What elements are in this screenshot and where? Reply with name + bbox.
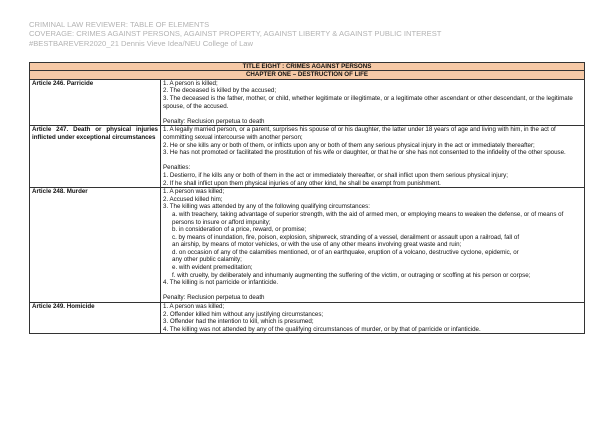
element-line: 1. A person is killed; (163, 79, 218, 87)
circumstance-line: a. with treachery, taking advantage of superior strength, with the aid of armed men, or employing means to weaken the defense, or of means of persons to insure or afford impunity; (172, 210, 564, 226)
circumstance-line: f. with cruelty, by deliberately and inhumanly augmenting the suffering of the victim, or outraging or scoffing at his person or corpse; (172, 271, 531, 279)
document-header (29, 20, 589, 48)
elements-table (29, 62, 585, 334)
article-name: Article 248. Murder (30, 188, 161, 303)
table-row (30, 188, 585, 303)
element-line: 1. A person was killed; (163, 188, 225, 196)
element-line: 3. The killing was attended by any of the following qualifying circumstances: (163, 203, 370, 211)
element-line: 4. The killing was not attended by any of the qualifying circumstances of murder, or by that of parricide or infanticide. (163, 325, 481, 333)
spacer (163, 110, 582, 118)
spacer (163, 287, 582, 295)
table-row (30, 126, 585, 188)
table-row (30, 79, 585, 126)
header-author: #BESTBAREVER2020_21 Dennis Vieve Idea/NEU College of Law (29, 38, 254, 48)
article-elements (161, 303, 585, 334)
article-name: Article 247. Death or physical injuries inflicted under exceptional circumstances (30, 126, 161, 188)
chapter-title: CHAPTER ONE – DESTRUCTION OF LIFE (30, 71, 585, 79)
circumstance-line: e. with evident premeditation; (172, 264, 253, 272)
circumstance-line: c. by means of inundation, fire, poison, explosion, shipwreck, stranding of a vessel, derailment or assault upon a railroad, fall of (172, 233, 520, 241)
penalty-line: 2. If he shall inflict upon them physical injuries of any other kind, he shall be exempt from punishment. (163, 179, 441, 187)
element-line: 3. Offender had the intention to kill, which is presumed; (163, 318, 314, 326)
penalty-heading: Penalties: (163, 164, 191, 172)
element-line: 3. He has not promoted or facilitated the prostitution of his wife or daughter, or that he or she has not consented to the infidelity of the other spouse. (163, 149, 566, 157)
table-title: TITLE EIGHT : CRIMES AGAINST PERSONS (30, 63, 585, 71)
element-line: 4. The killing is not parricide or infanticide. (163, 279, 279, 287)
element-line: 2. He or she kills any or both of them, or inflicts upon any or both of them any serious physical injury in the act or immediately thereafter; (163, 141, 535, 149)
penalty-line: 1. Destierro, if he kills any or both of them in the act or immediately thereafter, or shall inflict upon them serious physical injury; (163, 171, 508, 179)
spacer (163, 157, 582, 165)
header-title: CRIMINAL LAW REVIEWER: TABLE OF ELEMENTS (29, 20, 210, 29)
article-elements (161, 188, 585, 303)
penalty-line: Penalty: Reclusion perpetua to death (163, 117, 265, 125)
circumstance-line: d. on occasion of any of the calamities mentioned, or of an earthquake, eruption of a volcano, destructive cyclone, epidemic, or (172, 248, 519, 256)
article-elements (161, 126, 585, 188)
circumstance-line: an airship, by means of motor vehicles, or with the use of any other means involving great waste and ruin; (172, 241, 462, 249)
article-name: Article 249. Homicide (30, 303, 161, 334)
circumstance-line: any other public calamity; (172, 256, 242, 264)
element-line: 1. A person was killed; (163, 303, 225, 311)
element-line: 2. The deceased is killed by the accused; (163, 87, 277, 95)
element-line: 1. A legally married person, or a parent, surprises his spouse of or his daughter, the latter under 18 years of age and living with him, in the act of committing sexual intercourse with another person; (163, 126, 556, 141)
chapter-row (30, 71, 585, 79)
table-row (30, 303, 585, 334)
element-line: 2. Offender killed him without any justifying circumstances; (163, 310, 324, 318)
element-line: 3. The deceased is the father, mother, or child, whether legitimate or illegitimate, or a legitimate other ascendant or other descendant, or the legitimate spouse, of the accused. (163, 95, 573, 110)
element-line: 2. Accused killed him; (163, 195, 223, 203)
header-coverage: COVERAGE: CRIMES AGAINST PERSONS, AGAINST PROPERTY, AGAINST LIBERTY & AGAINST PUBLIC INTEREST (29, 29, 442, 39)
article-name: Article 246. Parricide (30, 79, 161, 126)
penalty-line: Penalty: Reclusion perpetua to death (163, 294, 265, 302)
title-row (30, 63, 585, 71)
circumstance-line: b. in consideration of a price, reward, or promise; (172, 226, 307, 234)
article-elements (161, 79, 585, 126)
